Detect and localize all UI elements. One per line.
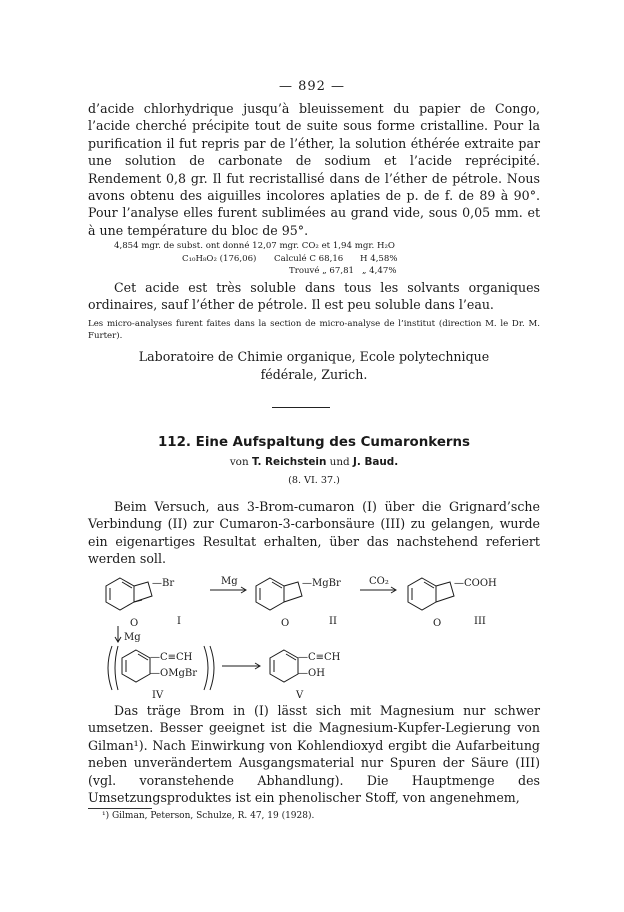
analysis-formula: C₁₀H₈O₂ (176,06) bbox=[182, 254, 257, 264]
paragraph-2: Cet acide est très soluble dans tous les solvants organiques ordinaires, sauf l’éther de pétrole. Il est peu soluble dans l’eau. bbox=[88, 280, 540, 313]
label-III: III bbox=[474, 616, 486, 627]
substituent-III: —COOH bbox=[454, 578, 497, 589]
article-date: (8. VI. 37.) bbox=[288, 475, 340, 486]
label-II: II bbox=[329, 616, 337, 627]
analysis-calculated-h: H 4,58% bbox=[360, 254, 398, 264]
analysis-calculated: Calculé C 68,16 bbox=[274, 254, 344, 264]
arrow-label-mg: Mg bbox=[221, 576, 238, 587]
author-1: T. Reichstein bbox=[251, 456, 327, 468]
label-IV: IV bbox=[152, 690, 164, 700]
benzene-V bbox=[270, 650, 298, 682]
arrow-label-co2: CO₂ bbox=[369, 576, 389, 587]
analysis-line-1: 4,854 mgr. de subst. ont donné 12,07 mgr. CO₂ et 1,94 mgr. H₂O bbox=[114, 241, 395, 251]
paragraph-1-text: d’acide chlorhydrique jusqu’à bleuissement du papier de Congo, l’acide cherché précipite tout de suite sous forme cristalline. Pour la purification il fut repris par de l’éther, la solution éthérée extraite par une solution de carbonate de sodium et l’acide reprécipité. Rendement 0,8 gr. Il fut recristallisé dans de l’éther de pétrole. Nous avons obtenu des aiguilles incolores aplaties de p. de f. de 89 à 90°. Pour l’analyse elles furent sublimées au grand vide, sous 0,05 mm. et à une température du bloc de 95°. bbox=[88, 101, 540, 238]
oxygen-II: O bbox=[281, 618, 290, 629]
analysis-found-h: „ 4,47% bbox=[362, 266, 397, 276]
arrow-label-mg-down: Mg bbox=[124, 632, 141, 643]
bracket-left-inner bbox=[115, 646, 118, 690]
analysis-found: Trouvé „ 67,81 bbox=[289, 266, 355, 276]
V-bottom-group: —OH bbox=[298, 668, 325, 679]
label-I: I bbox=[177, 616, 181, 627]
benzofuran-I bbox=[106, 578, 152, 610]
bracket-right-outer bbox=[210, 646, 214, 690]
substituent-I: —Br bbox=[152, 578, 175, 589]
benzofuran-II bbox=[256, 578, 302, 610]
separator-rule bbox=[272, 407, 330, 408]
oxygen-I: O bbox=[130, 618, 139, 629]
micro-analysis-note: Les micro-analyses furent faites dans la section de micro-analyse de l’institut (direction M. le Dr. M. Furter). bbox=[88, 319, 540, 341]
footnote: ¹) Gilman, Peterson, Schulze, R. 47, 19 (1928). bbox=[102, 811, 315, 821]
paragraph-3: Beim Versuch, aus 3-Brom-cumaron (I) über die Grignard’sche Verbindung (II) zur Cumaron-3-carbonsäure (III) zu gelangen, wurde ein eigenartiges Resultat erhalten, über das nachstehend referiert werden soll. bbox=[88, 499, 540, 567]
lab-line-1: Laboratoire de Chimie organique, Ecole polytechnique bbox=[138, 349, 490, 364]
von-label: von bbox=[229, 456, 249, 468]
bracket-right-inner bbox=[204, 646, 208, 690]
oxygen-III: O bbox=[433, 618, 442, 629]
footnote-rule bbox=[88, 808, 152, 809]
benzofuran-III bbox=[408, 578, 454, 610]
lab-line-2: fédérale, Zurich. bbox=[260, 367, 368, 382]
substituent-II: —MgBr bbox=[302, 578, 341, 589]
label-V: V bbox=[296, 690, 304, 700]
und-label: und bbox=[329, 456, 350, 468]
paragraph-1 bbox=[88, 100, 540, 239]
V-top-group: —C≡CH bbox=[298, 652, 341, 663]
IV-bottom-group: —OMgBr bbox=[150, 668, 197, 679]
article-authors bbox=[88, 456, 540, 468]
article-title: 112. Eine Aufspaltung des Cumaronkerns bbox=[157, 435, 471, 450]
author-2: J. Baud. bbox=[353, 456, 399, 468]
IV-top-group: —C≡CH bbox=[150, 652, 193, 663]
reaction-scheme-2 bbox=[0, 640, 624, 700]
benzene-IV bbox=[122, 650, 150, 682]
page-number: — 892 — bbox=[278, 79, 346, 94]
bracket-left-outer bbox=[108, 646, 112, 690]
paragraph-4: Das träge Brom in (I) lässt sich mit Magnesium nur schwer umsetzen. Besser geeignet ist die Magnesium-Kupfer-Legierung von Gilman¹). Nach Einwirkung von Kohlendioxyd ergibt die Aufarbeitung neben unverändertem Ausgangsmaterial nur Spuren der Säure (III) (vgl. voranstehende Abhandlung). Die Hauptmenge des Umsetzungsproduktes ist ein phenolischer Stoff, von angenehmem, bbox=[88, 703, 540, 806]
